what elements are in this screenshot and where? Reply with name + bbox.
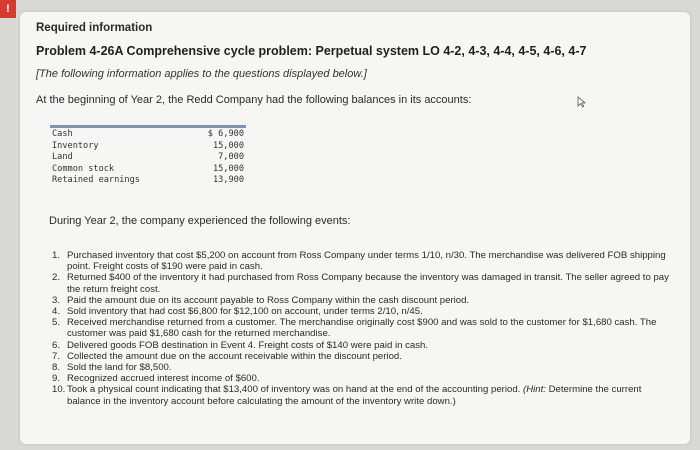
account-amount: 15,000 — [212, 140, 244, 151]
event-number: 9. — [52, 373, 61, 385]
account-name: Common stock — [52, 163, 115, 174]
hint-text: Determine the current balance in the inventory account before calculating the amount of the inventory write down.) — [67, 384, 642, 407]
event-text: Sold inventory that had cost $6,800 for $12,100 on account, under terms 2/10, n/45. — [67, 306, 423, 318]
table-row — [50, 129, 246, 141]
event-text: Paid the amount due on its account payable to Ross Company within the cash discount period. — [67, 294, 470, 306]
event-number: 8. — [52, 362, 61, 374]
event-text: Collected the amount due on the account receivable within the discount period. — [67, 350, 402, 362]
list-item — [52, 351, 677, 362]
event-text: Sold the land for $8,500. — [67, 362, 172, 374]
table-row — [50, 152, 246, 164]
table-row — [50, 175, 246, 187]
event-number: 2. — [52, 272, 61, 284]
balances-table-header — [50, 125, 246, 128]
event-text: Returned $400 of the inventory it had purchased from Ross Company because the inventory was damaged in transit. The seller agreed to pay the return freight cost. — [67, 272, 669, 295]
account-amount: 7,000 — [218, 152, 244, 163]
account-name: Inventory — [52, 140, 99, 151]
event-text: Received merchandise returned from a customer. The merchandise originally cost $900 and was sold to the customer for $1,680 cash. The customer was paid $1,680 cash for the returned merchandise. — [67, 317, 657, 340]
event-text: Delivered goods FOB destination in Event 4. Freight costs of $140 were paid in cash. — [67, 339, 429, 351]
event-text: Purchased inventory that cost $5,200 on account from Ross Company under terms 1/10, n/30. The merchandise was delivered FOB shipping point. Freight costs of $190 were paid in cash. — [67, 250, 666, 273]
event-number: 1. — [52, 250, 61, 261]
account-name: Cash — [52, 129, 73, 139]
list-item — [52, 295, 677, 306]
balances-table — [50, 129, 246, 187]
list-item — [52, 340, 677, 351]
list-item — [52, 362, 677, 373]
problem-title: Problem 4-26A Comprehensive cycle problem: Perpetual system LO 4-2, 4-3, 4-4, 4-5, 4-6, 4-7 — [36, 44, 587, 58]
list-item — [52, 272, 677, 294]
event-number: 3. — [52, 294, 61, 306]
account-amount: 15,000 — [212, 163, 244, 174]
event-text: Took a physical count indicating that $13,400 of inventory was on hand at the end of the accounting period. — [67, 384, 521, 396]
list-item — [52, 384, 677, 406]
event-number: 6. — [52, 339, 61, 351]
required-information-heading: Required information — [36, 22, 153, 34]
account-amount: $ 6,900 — [207, 129, 244, 139]
event-number: 10. — [52, 384, 66, 396]
table-row — [50, 141, 246, 153]
events-intro: During Year 2, the company experienced the following events: — [49, 215, 351, 227]
intro-text: At the beginning of Year 2, the Redd Company had the following balances in its accounts: — [36, 94, 472, 106]
hint-label: (Hint: — [523, 384, 546, 396]
account-amount: 13,900 — [212, 175, 244, 186]
event-number: 7. — [52, 350, 61, 362]
info-note: [The following information applies to the questions displayed below.] — [36, 68, 367, 80]
alert-badge: ! — [0, 0, 16, 18]
mouse-cursor-icon — [577, 96, 587, 108]
event-number: 5. — [52, 317, 61, 329]
event-text: Recognized accrued interest income of $600. — [67, 373, 260, 385]
list-item — [52, 250, 677, 272]
list-item — [52, 306, 677, 317]
event-number: 4. — [52, 306, 61, 318]
list-item — [52, 317, 677, 339]
events-list — [52, 250, 677, 407]
account-name: Retained earnings — [52, 175, 140, 186]
list-item — [52, 373, 677, 384]
table-row — [50, 164, 246, 176]
account-name: Land — [52, 152, 73, 163]
problem-card — [20, 12, 690, 444]
